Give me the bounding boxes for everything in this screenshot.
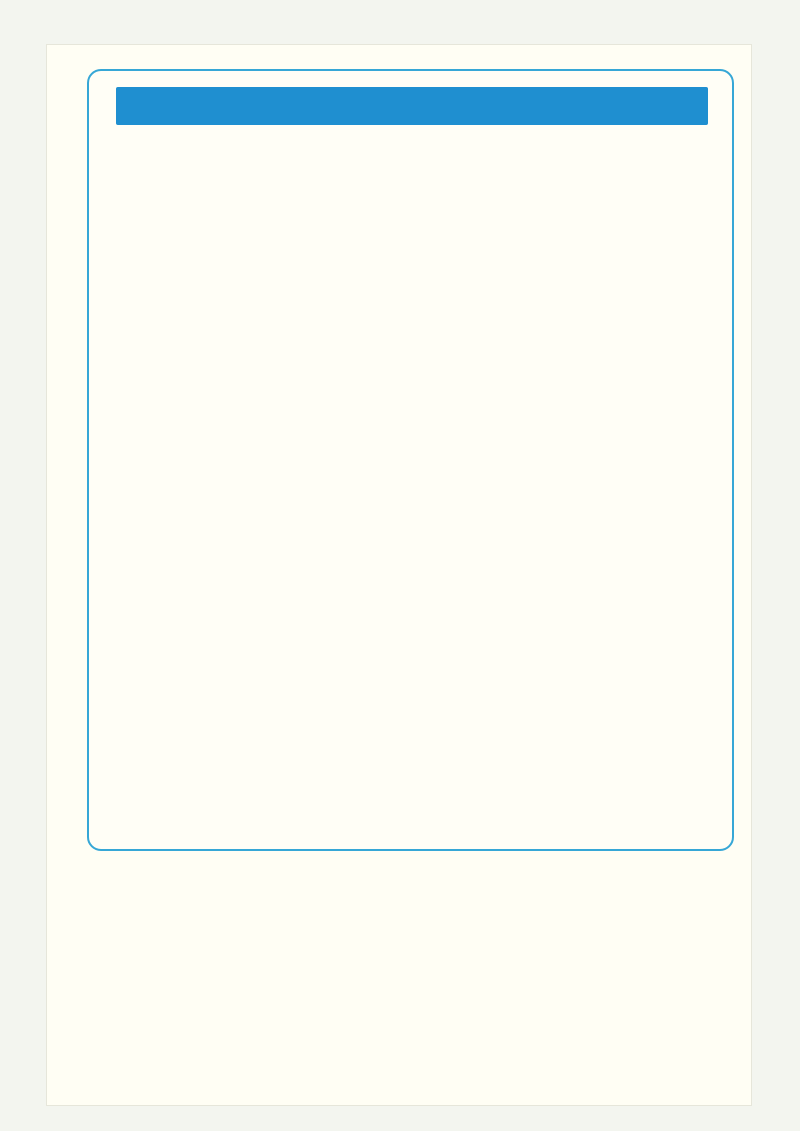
- ad-panel: [87, 69, 734, 851]
- headline-banner: [116, 87, 708, 125]
